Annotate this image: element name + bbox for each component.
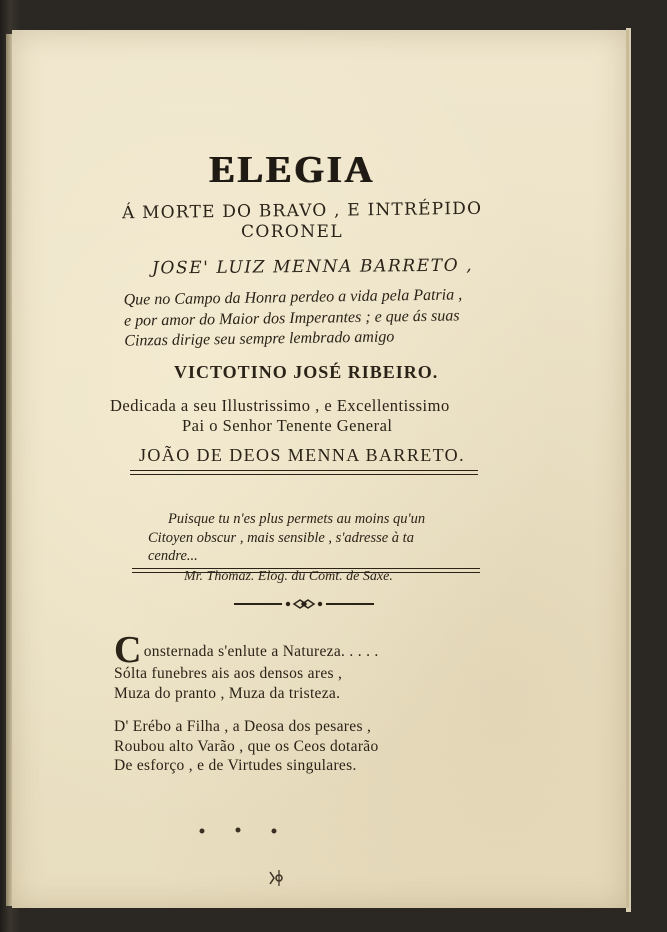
- document-title: ELEGIA: [209, 149, 375, 191]
- epigraph-line: Citoyen obscur , mais sensible , s'adresse à ta: [148, 529, 414, 546]
- verse-line: D' Erébo a Filha , a Deosa dos pesares ,: [114, 718, 372, 735]
- dedicated-line: Dedicada a seu Illustrissimo , e Excellentissimo: [110, 396, 450, 415]
- dedication-line: Que no Campo da Honra perdeo a vida pela Patria ,: [123, 286, 463, 309]
- dedicated-to: [110, 396, 450, 436]
- author-name: VICTOTINO JOSÉ RIBEIRO.: [174, 362, 439, 382]
- father-name: JOÃO DE DEOS MENNA BARRETO.: [139, 445, 465, 465]
- dedicated-line: Pai o Senhor Tenente General: [182, 416, 393, 435]
- verse-line: De esforço , e de Virtudes singulares.: [114, 757, 357, 774]
- printer-mark-icon: [262, 868, 292, 888]
- epigraph-line: Puisque tu n'es plus permets au moins qu'un: [168, 511, 426, 527]
- stanza-1: [114, 629, 379, 703]
- elegy-verse: [114, 629, 379, 790]
- honoree-name: JOSE' LUIZ MENNA BARRETO ,: [151, 255, 474, 279]
- verse-line: Sólta funebres ais aos densos ares ,: [114, 665, 343, 682]
- subtitle-line-1: Á MORTE DO BRAVO , E INTRÉPIDO: [121, 198, 483, 224]
- dedication-text: [124, 285, 463, 352]
- dedication-line: Cinzas dirige seu sempre lembrado amigo: [124, 328, 395, 350]
- stanza-2: [114, 717, 379, 776]
- bottom-divider-rule: [132, 568, 480, 569]
- epigraph: [148, 510, 425, 586]
- verse-line: [114, 629, 379, 671]
- drop-cap: C: [114, 629, 142, 671]
- subtitle-line-2: CORONEL: [240, 222, 344, 242]
- verse-line: Muza do pranto , Muza da tristeza.: [114, 684, 341, 702]
- book-page: [12, 30, 629, 908]
- dedication-line: e por amor do Maior dos Imperantes ; e que ás suas: [123, 306, 460, 330]
- signature-mark-dots-icon: [198, 826, 278, 836]
- ornament-divider-icon: [234, 598, 374, 610]
- top-divider-rule: [130, 470, 478, 471]
- verse-line-text: onsternada s'enlute a Natureza. . . . .: [143, 643, 379, 660]
- epigraph-line: cendre...: [148, 548, 198, 564]
- epigraph-attribution: Mr. Thomaz. Elog. du Comt. de Saxe.: [184, 568, 393, 584]
- verse-line: Roubou alto Varão , que os Ceos dotarão: [114, 737, 379, 755]
